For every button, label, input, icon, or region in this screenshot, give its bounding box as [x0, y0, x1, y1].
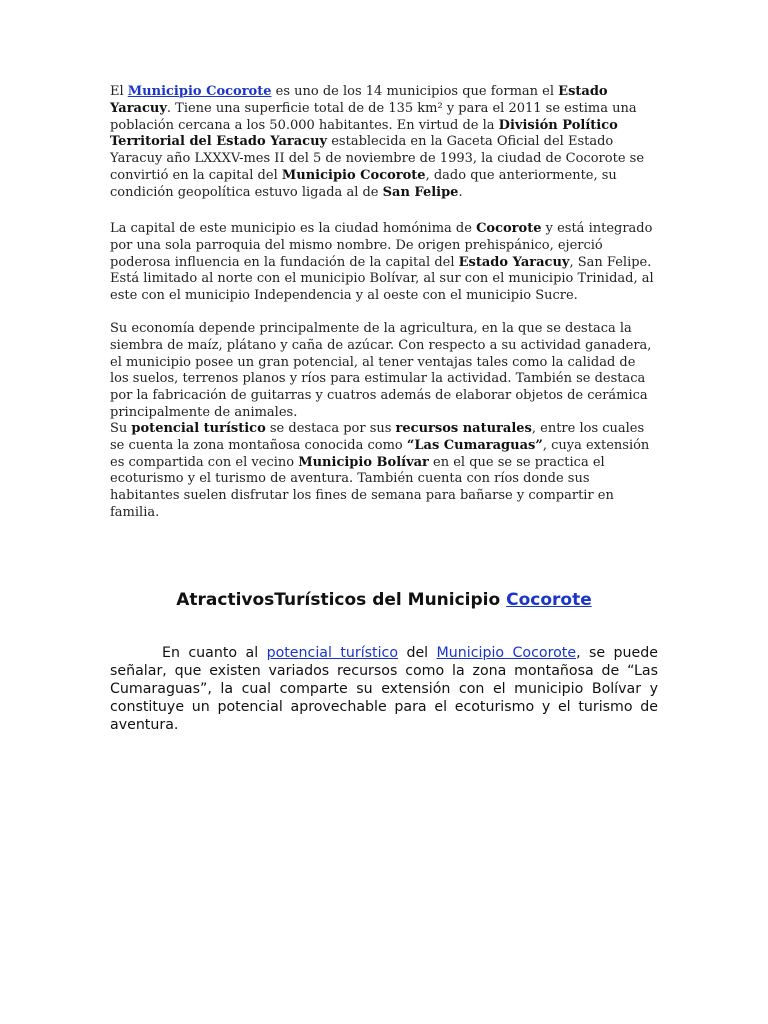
text: En cuanto al [162, 645, 267, 661]
paragraph-capital [110, 221, 656, 305]
paragraph-tourism [110, 421, 656, 522]
text: , San Felipe. Está limitado al norte con el municipio Bolívar, al sur con el municipio Trinidad, al este con el municipio Independencia y al oeste con el municipio Sucre. [110, 254, 654, 304]
link-potencial-turistico[interactable]: potencial turístico [266, 645, 399, 661]
bold-text: recursos naturales [395, 421, 532, 436]
text: se destaca por sus [265, 421, 396, 436]
bold-text: Municipio Bolívar [298, 454, 429, 470]
text: La capital de este municipio es la ciudad homónima de [110, 221, 477, 236]
text: , entre los cuales se cuenta la zona montañosa conocida como [110, 421, 645, 453]
paragraph-intro [110, 84, 656, 202]
text: Su economía depende principalmente de la agricultura, en la que se destaca la siembra de maíz, plátano y caña de azúcar. Con respecto a su actividad ganadera, el municipio posee un gran potencial, al tener ventajas tales como la calidad de los suelos, terrenos planos y ríos para estimular la actividad. También se destaca por la fabricación de guitarras y cuatros además de elaborar objetos de cerámica principalmente de animales. [110, 321, 652, 420]
text: , cuya extensión es compartida con el vecino [110, 437, 650, 470]
text: establecida en la Gaceta Oficial del Estado Yaracuy año LXXXV-mes II del 5 de noviembre de 1993, la ciudad de Cocorote se convirtió en la capital del [110, 134, 645, 183]
bold-text: División Político Territorial del Estado Yaracuy [110, 117, 618, 150]
text: . Tiene una superficie total de de 135 km² y para el 2011 se estima una población cercana a los 50.000 habitantes. En virtud de la [110, 100, 637, 133]
bold-text: potencial turístico [131, 421, 266, 436]
text: . [458, 184, 463, 200]
bold-text: Municipio Cocorote [281, 167, 426, 183]
bold-text: Estado Yaracuy [458, 254, 570, 270]
text: El [110, 84, 128, 99]
link-municipio-cocorote[interactable]: Municipio Cocorote [127, 84, 272, 99]
text: es uno de los 14 municipios que forman el [271, 84, 559, 99]
link-cocorote[interactable]: Cocorote [506, 590, 592, 610]
bold-text: San Felipe [382, 184, 459, 200]
paragraph-economy [110, 321, 656, 422]
bold-text: Cocorote [476, 221, 542, 236]
text: del [398, 645, 437, 661]
paragraph-attractions [110, 644, 658, 734]
section-heading [0, 589, 768, 611]
bold-text: Estado Yaracuy [110, 84, 608, 116]
link-municipio-cocorote[interactable]: Municipio Cocorote [436, 645, 577, 661]
text: Su [110, 421, 132, 436]
text: y está integrado por una sola parroquia del mismo nombre. De origen prehispánico, ejerció poderosa influencia en la fundación de la capital del [110, 221, 653, 270]
heading-text: AtractivosTurísticos del Municipio [176, 590, 507, 610]
bold-text: “Las Cumaraguas” [406, 437, 543, 453]
text: en el que se se practica el ecoturismo y el turismo de aventura. También cuenta con ríos donde sus habitantes suelen disfrutar los fines de semana para bañarse y compartir en familia. [110, 454, 614, 520]
text: , se puede señalar, que existen variados recursos como la zona montañosa de “Las Cumaraguas”, la cual comparte su extensión con el municipio Bolívar y constituye un potencial aprovechable para el ecoturismo y el turismo de aventura. [110, 645, 658, 733]
text: , dado que anteriormente, su condición geopolítica estuvo ligada al de [110, 167, 617, 200]
